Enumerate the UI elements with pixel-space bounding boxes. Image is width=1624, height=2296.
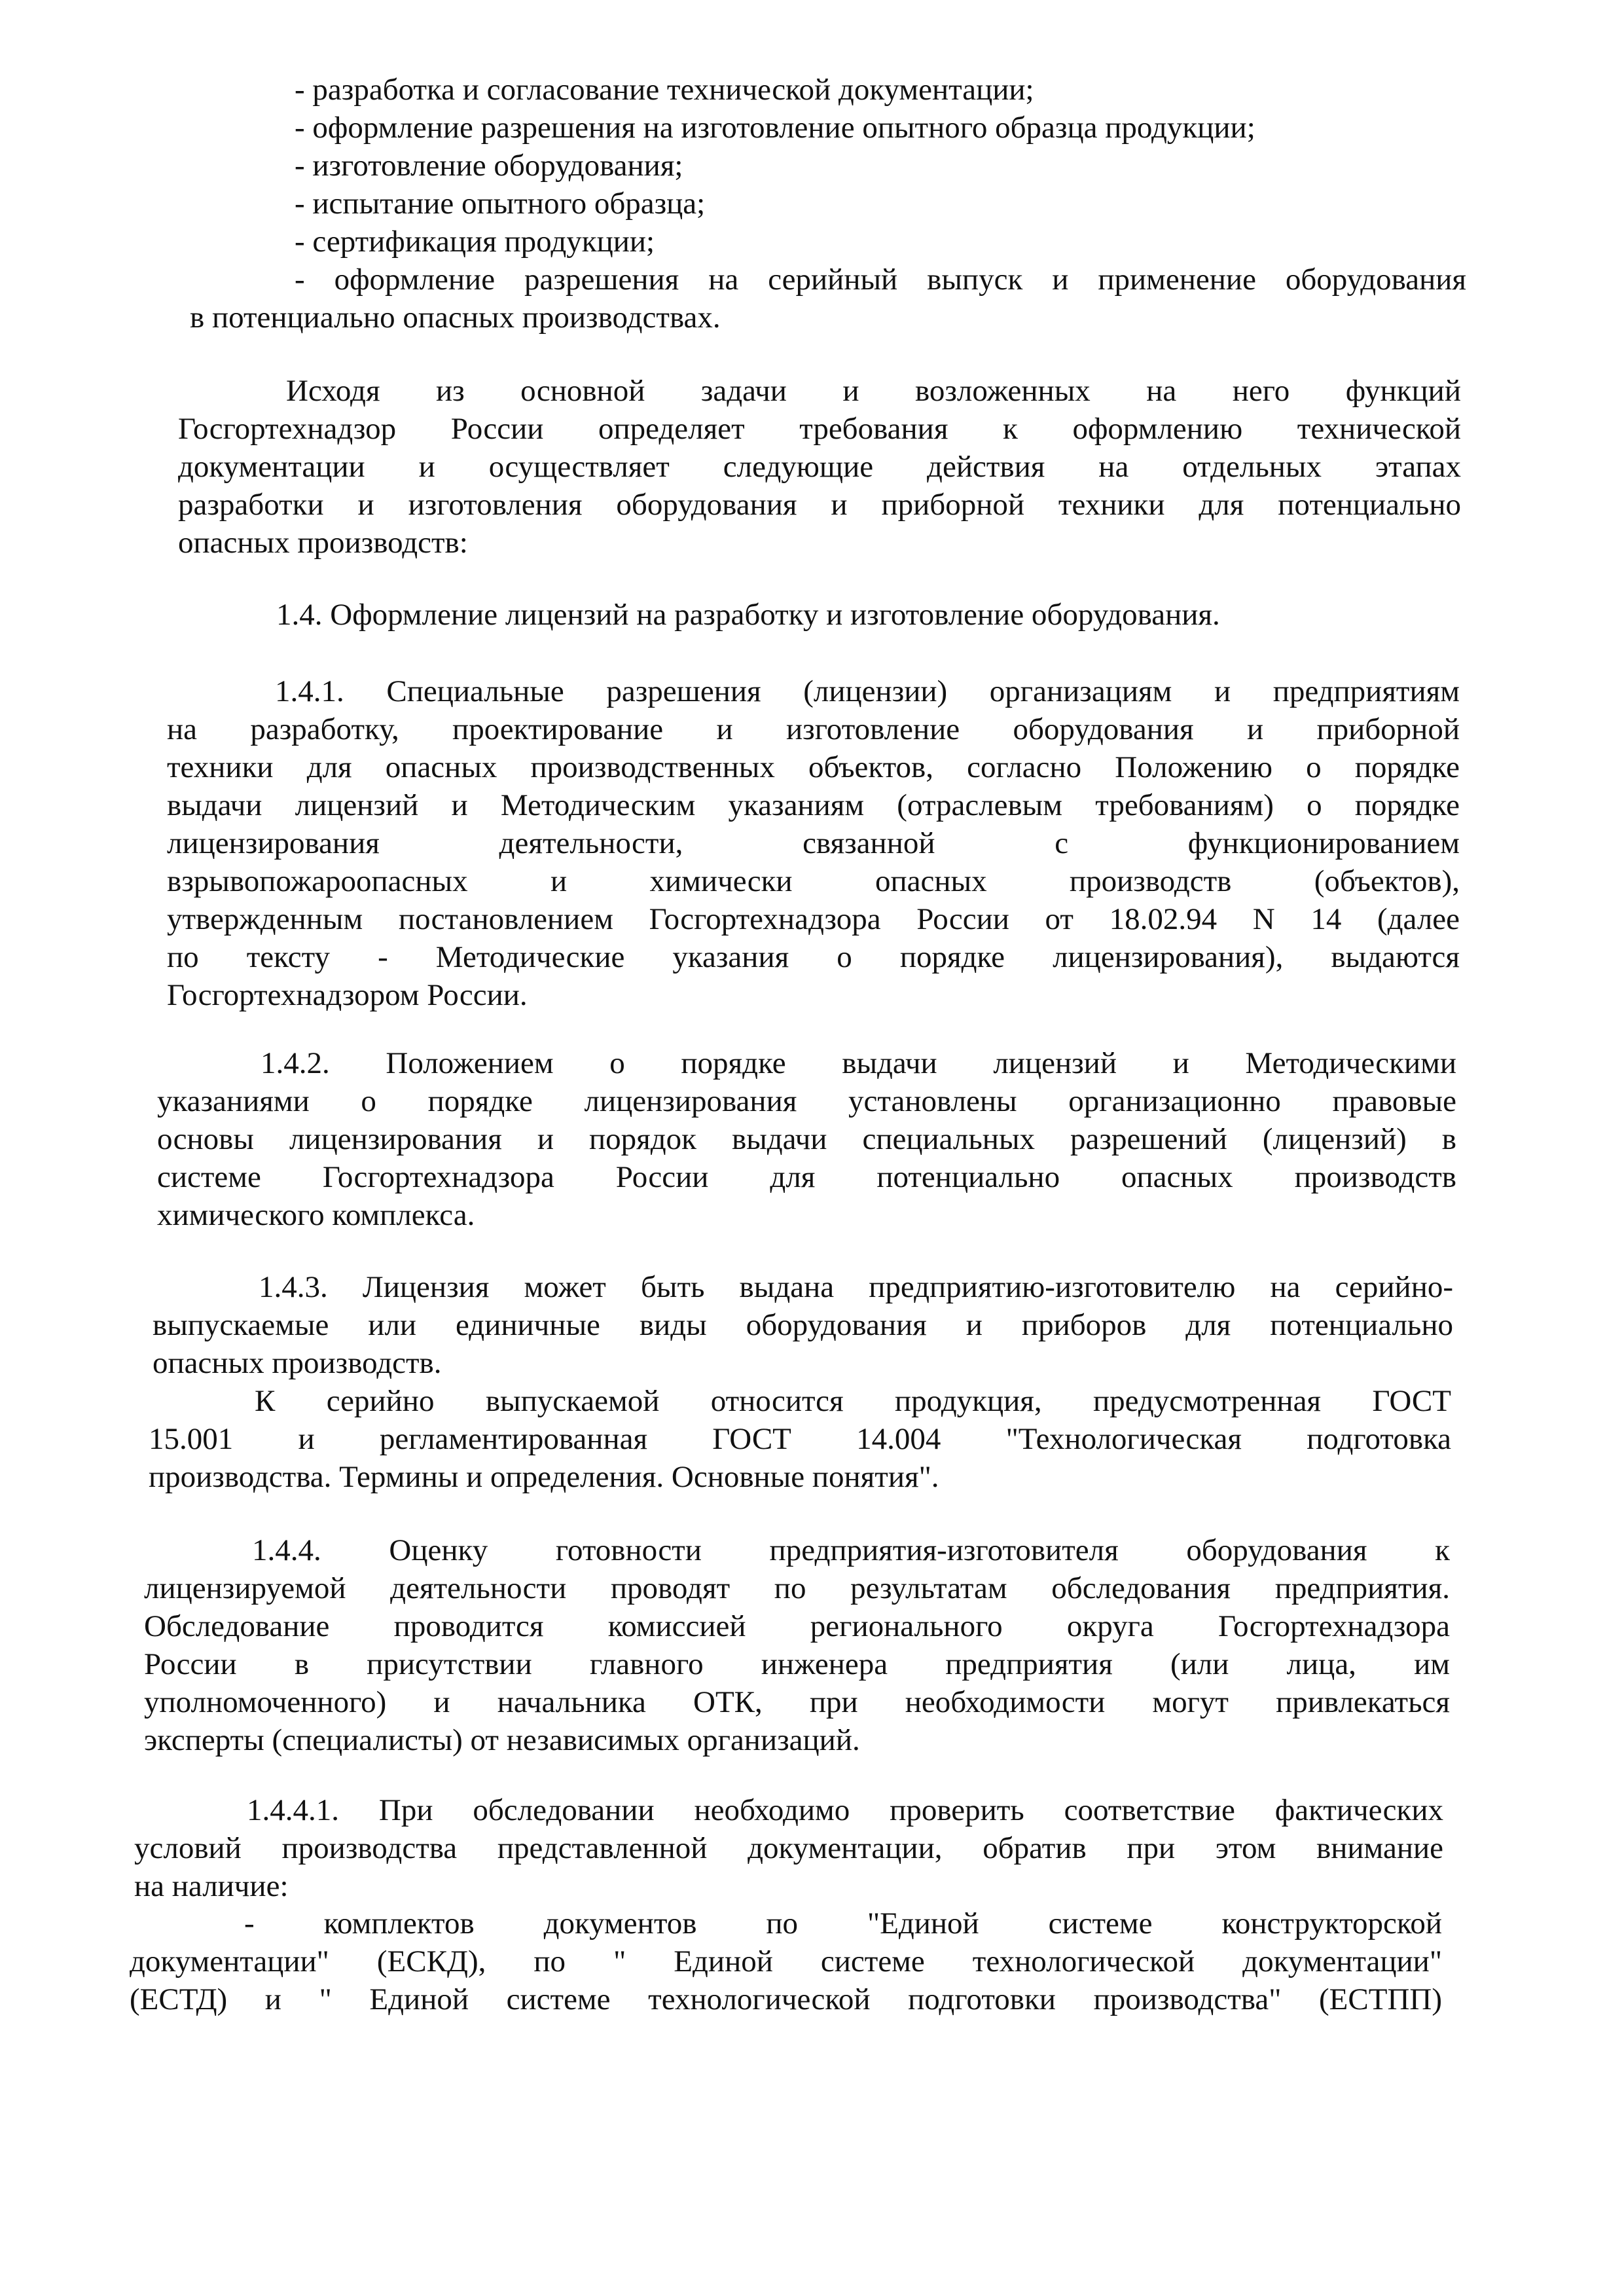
paragraph-line: Госгортехнадзор России определяет требования к оформлению технической [178,412,1461,446]
paragraph-line: документации и осуществляет следующие действия на отдельных этапах [178,450,1461,484]
paragraph-1-4-4 [144,1531,1450,1759]
paragraph-line: 1.4.4. Оценку готовности предприятия-изготовителя оборудования к [252,1533,1450,1567]
paragraph-line: опасных производств: [178,526,468,560]
list-item-line: в потенциально опасных производствах. [190,301,721,335]
paragraph-line: взрывопожароопасных и химически опасных производств (объектов), [167,864,1460,898]
paragraph-1-4-2 [157,1044,1456,1234]
paragraph-line: - комплектов документов по "Единой системе конструкторской [244,1906,1442,1941]
paragraph-line: 1.4.3. Лицензия может быть выдана предприятию-изготовителю на серийно- [259,1270,1453,1304]
paragraph-1-4-3 [153,1268,1453,1382]
paragraph-line: Госгортехнадзором России. [167,978,528,1012]
list-item-serial-release [190,261,1466,337]
paragraph-line: утвержденным постановлением Госгортехнадзора России от 18.02.94 N 14 (далее [167,902,1460,936]
paragraph-line: системе Госгортехнадзора России для потенциально опасных производств [157,1160,1456,1194]
paragraph-serial-production [149,1382,1451,1496]
paragraph-line: уполномоченного) и начальника ОТК, при необходимости могут привлекаться [144,1685,1450,1719]
paragraph-line: Исходя из основной задачи и возложенных на него функций [286,374,1461,408]
paragraph-line: на разработку, проектирование и изготовление оборудования и приборной [167,712,1460,746]
list-item-document-sets [130,1904,1442,2018]
paragraph-1-4-1 [167,672,1460,1014]
paragraph-line: Обследование проводится комиссией регионального округа Госгортехнадзора [144,1609,1450,1643]
section-heading-text: 1.4. Оформление лицензий на разработку и изготовление оборудования. [276,598,1220,632]
paragraph-line: 15.001 и регламентированная ГОСТ 14.004 "Технологическая подготовка [149,1422,1451,1456]
paragraph-line: техники для опасных производственных объектов, согласно Положению о порядке [167,750,1460,784]
list-item-line: - оформление разрешения на серийный выпуск и применение оборудования [295,263,1466,297]
list-item: - испытание опытного образца; [295,187,706,221]
intro-paragraph [178,372,1461,562]
section-heading [276,596,1468,634]
paragraph-line: производства. Термины и определения. Основные понятия". [149,1460,939,1494]
list-item: - сертификация продукции; [295,225,655,259]
paragraph-line: 1.4.4.1. При обследовании необходимо проверить соответствие фактических [247,1793,1443,1827]
paragraph-line: (ЕСТД) и " Единой системе технологической подготовки производства" (ЕСТПП) [130,1982,1442,2016]
intro-list [295,71,1473,261]
paragraph-line: условий производства представленной документации, обратив при этом внимание [134,1831,1443,1865]
paragraph-line: документации" (ЕСКД), по " Единой системе технологической документации" [130,1944,1442,1978]
paragraph-line: указаниями о порядке лицензирования установлены организационно правовые [157,1084,1456,1118]
paragraph-line: опасных производств. [153,1346,442,1380]
list-item: - разработка и согласование технической документации; [295,73,1034,107]
paragraph-line: химического комплекса. [157,1198,475,1232]
paragraph-line: эксперты (специалисты) от независимых организаций. [144,1723,860,1757]
paragraph-line: основы лицензирования и порядок выдачи специальных разрешений (лицензий) в [157,1122,1456,1156]
list-item: - оформление разрешения на изготовление опытного образца продукции; [295,111,1255,145]
paragraph-line: разработки и изготовления оборудования и приборной техники для потенциально [178,488,1461,522]
paragraph-line: по тексту - Методические указания о порядке лицензирования), выдаются [167,940,1460,974]
list-item: - изготовление оборудования; [295,149,683,183]
paragraph-line: лицензирования деятельности, связанной с функционированием [167,826,1460,860]
paragraph-line: на наличие: [134,1869,289,1903]
paragraph-line: К серийно выпускаемой относится продукция, предусмотренная ГОСТ [255,1384,1451,1418]
paragraph-line: выдачи лицензий и Методическим указаниям (отраслевым требованиям) о порядке [167,788,1460,822]
paragraph-line: России в присутствии главного инженера предприятия (или лица, им [144,1647,1450,1681]
paragraph-line: 1.4.1. Специальные разрешения (лицензии) организациям и предприятиям [275,674,1460,708]
paragraph-line: 1.4.2. Положением о порядке выдачи лицензий и Методическими [261,1046,1456,1080]
paragraph-line: выпускаемые или единичные виды оборудования и приборов для потенциально [153,1308,1453,1342]
paragraph-line: лицензируемой деятельности проводят по результатам обследования предприятия. [144,1571,1450,1605]
paragraph-1-4-4-1 [134,1791,1443,1905]
